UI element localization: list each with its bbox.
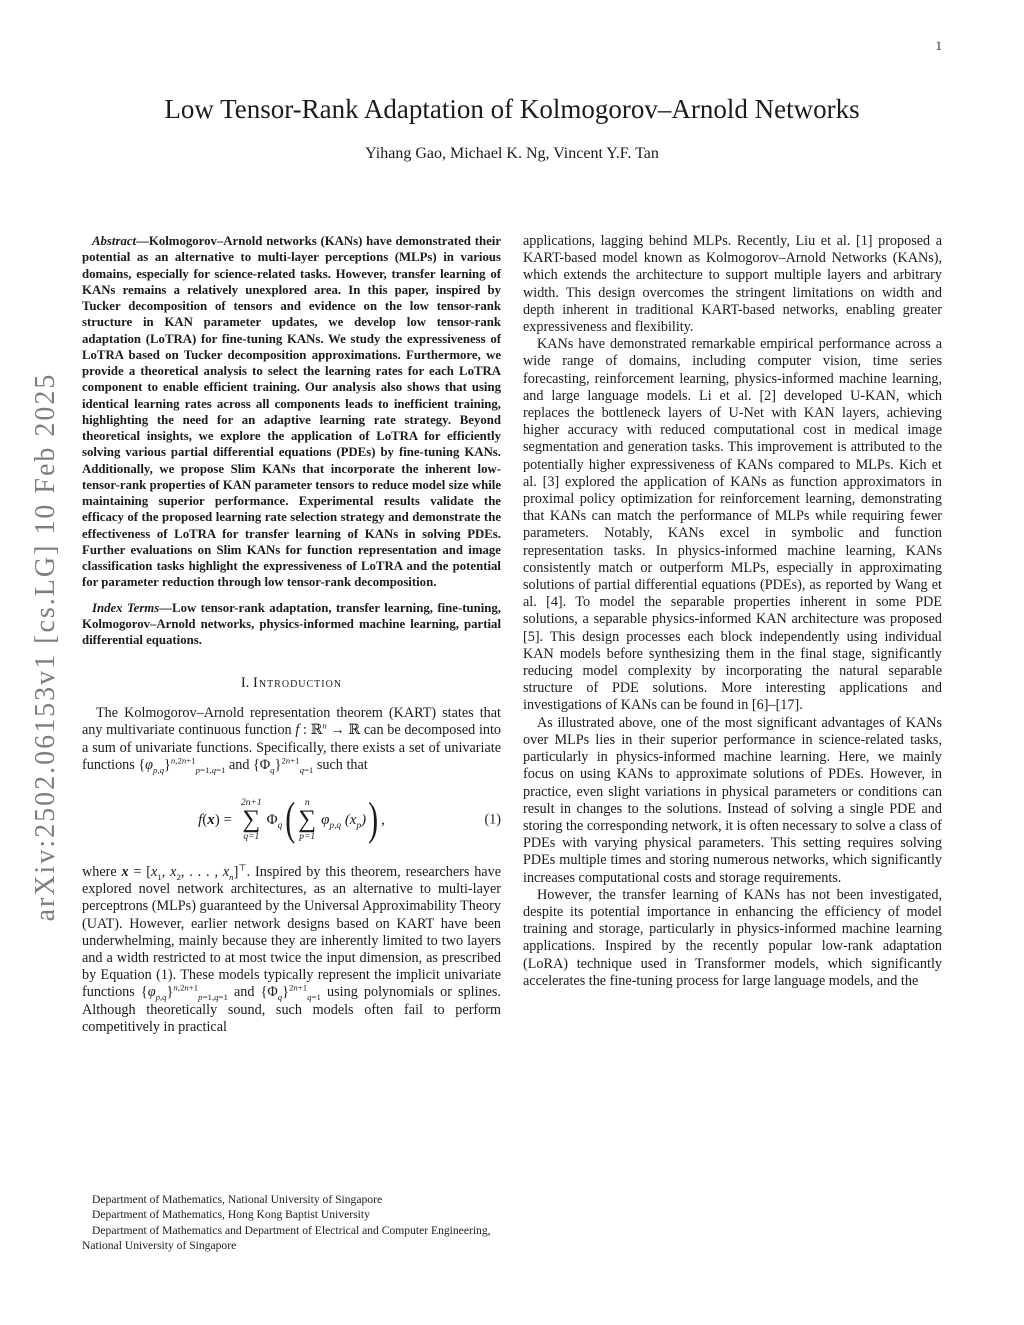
equation-body	[198, 793, 385, 845]
close-paren: )	[368, 793, 379, 845]
page-number: 1	[935, 38, 942, 53]
affiliation-3: Department of Mathematics and Department of Electrical and Computer Engineering, National University of Singapore	[82, 1223, 491, 1252]
two-column-body	[82, 233, 942, 1255]
equation-comma: ,	[381, 811, 385, 828]
abstract	[82, 233, 501, 591]
body-paragraph: As illustrated above, one of the most significant advantages of KANs over MLPs lies in their superior performance in science-related tasks, particularly in physics-informed machine learning. Here, we mainly focus on using KANs to approximate solutions of PDEs. However, in practice, even slight variations in physical parameters or conditions can result in changes to the solutions. Instead of solving a single PDE and storing the corresponding network, it is often necessary to solve a class of PDEs with varying physical parameters. This setting requires solving PDEs multiple times and storing numerous networks, which significantly increases computational costs and storage requirements.	[523, 714, 942, 886]
sigma-symbol: ∑	[242, 806, 261, 834]
abstract-label: Abstract	[92, 234, 137, 248]
affiliation-2: Department of Mathematics, Hong Kong Baptist University	[92, 1208, 370, 1222]
intro-paragraph-2: where $x = [x_1$, $x_2$, . . . , $x_n]^⊤$. Inspired by this theorem, researchers have explored novel network architectures, as an alternative to multi-layer perceptrons (MLPs) guaranteed by the Universal Approximability Theory (UAT). However, earlier network designs based on KART have been underwhelming, mainly because they are inherently limited to two layers and a width restricted to at most twice the input dimension, as prescribed by Equation (1). These models typically represent the implicit univariate functions $\{\varphi_{p,q}\}^{n,2n+1}_{p=1,q=1}$ and $\{\Phi_q\}^{2n+1}_{q=1}$ using polynomials or splines. Although theoretically sound, such models often fail to perform competitively in practical	[82, 862, 501, 1035]
equation-lhs: f(x) =	[198, 811, 232, 828]
section-number: I.	[240, 675, 250, 692]
phi-term: $\Phi_q$	[266, 811, 283, 831]
body-paragraph: applications, lagging behind MLPs. Recently, Liu et al. [1] proposed a KART-based model known as Kolmogorov–Arnold Networks (KANs), which extends the architecture to support multiple layers and arbitrary width. This design overcomes the stringent limitations on width and depth inherent in traditional KART-based networks, enabling greater expressiveness and flexibility.	[523, 233, 942, 336]
paper-authors: Yihang Gao, Michael K. Ng, Vincent Y.F. Tan	[365, 145, 659, 162]
right-column	[523, 233, 942, 1255]
left-column	[82, 233, 501, 1255]
open-paren: (	[285, 793, 296, 845]
outer-sum	[241, 798, 262, 842]
equation-1	[82, 784, 501, 856]
section-title: Introduction	[253, 675, 343, 692]
author-affiliations	[82, 1192, 501, 1253]
outer-sum-lower-limit: q=1	[243, 832, 260, 843]
inner-sum	[298, 798, 316, 842]
equation-number: (1)	[484, 811, 501, 828]
body-paragraph: KANs have demonstrated remarkable empirical performance across a wide range of domains, including computer vision, time series forecasting, reinforcement learning, physics-informed machine learning, and large language models. Li et al. [2] developed U-KAN, which replaces the bottleneck layers of U-Net with KAN layers, achieving higher accuracy with reduced computational cost in medical image segmentation and generation tasks. This improvement is attributed to the potentially higher expressiveness of KANs compared to MLPs. Kich et al. [3] explored the application of KANs as function approximators in proximal policy optimization for reinforcement learning, demonstrating that KANs can match the performance of MLPs while requiring fewer parameters. Notably, KANs excel in symbolic and function representation tasks. In physics-informed machine learning, KANs consistently match or outperform MLPs, especially in approximating solutions of partial differential equations (PDEs), as reported by Wang et al. [4]. To model the separable properties inherent in some PDE solutions, a separable physics-informed KAN architecture was proposed [5]. This design processes each block independently using individual KAN models before synthesizing them in the final stage, significantly reducing model complexity by incorporating the natural separable structure of PDE solutions. More interesting applications and investigations of KANs can be found in [6]–[17].	[523, 336, 942, 714]
index-terms-text: —Low tensor-rank adaptation, transfer learning, fine-tuning, Kolmogorov–Arnold networks, physics-informed machine learning, partial differential equations.	[82, 600, 501, 647]
inner-sum-lower-limit: p=1	[299, 832, 316, 843]
inner-sum-upper-limit: n	[304, 798, 310, 809]
outer-sum-upper-limit: 2n+1	[241, 798, 262, 809]
sigma-symbol: ∑	[298, 806, 317, 834]
phi-inner-term: $\varphi_{p,q}$ $(x_p)$	[321, 811, 367, 831]
index-terms	[82, 600, 501, 649]
paper-title: Low Tensor-Rank Adaptation of Kolmogorov–Arnold Networks	[164, 94, 860, 124]
arxiv-watermark: arXiv:2502.06153v1 [cs.LG] 10 Feb 2025	[30, 372, 61, 922]
intro-paragraph-1: The Kolmogorov–Arnold representation theorem (KART) states that any multivariate continuous function f : ℝ$^n$ → ℝ can be decomposed into a sum of univariate functions. Specifically, there exists a set of univariate functions $\{\varphi_{p,q}\}^{n,2n+1}_{p=1,q=1}$ and $\{\Phi_q\}^{2n+1}_{q=1}$ such that	[82, 705, 502, 775]
section-heading-introduction	[82, 675, 501, 692]
body-paragraph: However, the transfer learning of KANs has not been investigated, despite its potential importance in enhancing the efficiency of model training and storage, particularly in physics-informed machine learning applications. Inspired by the recently popular low-rank adaptation (LoRA) technique used in Transformer models, which significantly accelerates the fine-tuning process for large language models, and the	[523, 886, 942, 989]
index-terms-label: Index Terms	[92, 600, 160, 615]
affiliation-1: Department of Mathematics, National University of Singapore	[92, 1193, 383, 1207]
abstract-text: —Kolmogorov–Arnold networks (KANs) have demonstrated their potential as an alternative to multi-layer perceptions (MLPs) in various domains, especially for science-related tasks. However, transfer learning of KANs remains a relatively unexplored area. In this paper, inspired by Tucker decomposition of tensors and evidence on the low tensor-rank structure in KAN parameter updates, we develop low tensor-rank adaptation (LoTRA) for fine-tuning KANs. We study the expressiveness of LoTRA based on Tucker decomposition approximations. Furthermore, we provide a theoretical analysis to select the learning rates for each LoTRA component to enable efficient training. Our analysis also shows that using identical learning rates across all components leads to inefficient training, highlighting the need for an adaptive learning rate strategy. Beyond theoretical insights, we explore the application of LoTRA for efficiently solving various partial differential equations (PDEs) by fine-tuning KANs. Additionally, we propose Slim KANs that incorporate the inherent low-tensor-rank properties of KAN parameter tensors to reduce model size while maintaining superior performance. Experimental results validate the efficacy of the proposed learning rate selection strategy and demonstrate the effectiveness of LoTRA for transfer learning of KANs in solving PDEs. Further evaluations on Slim KANs for function representation and image classification tasks highlight the expressiveness of LoTRA and the potential for parameter reduction through low tensor-rank decomposition.	[82, 234, 501, 590]
